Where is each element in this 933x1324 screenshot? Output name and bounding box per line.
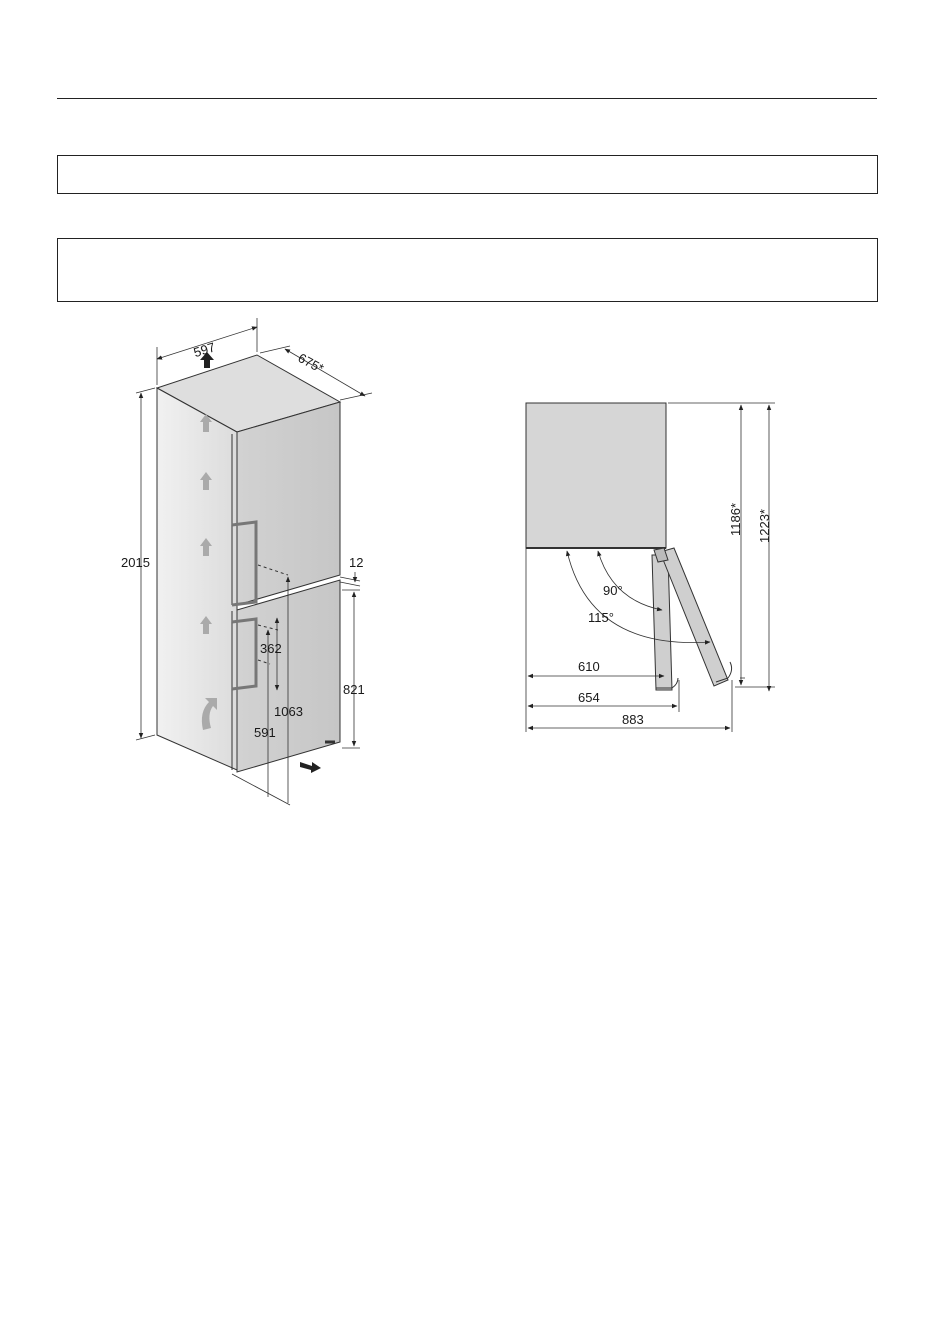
handle-lower-label: 591 [254,725,276,740]
angle-90-label: 90° [603,583,623,598]
gap-label: 12 [349,555,364,570]
width-label: 597 [191,339,217,361]
height-label: 2015 [121,555,150,570]
handle-upper-label: 1063 [274,704,303,719]
handle-span-label: 362 [260,641,282,656]
bottom-vent-arrow [300,762,321,773]
fridge-body-top-view [526,403,666,548]
fridge-3d-view [157,352,340,773]
door-opening-view [526,403,732,690]
upper-door [237,402,340,605]
depth-883-label: 883 [622,712,644,727]
lower-door [237,580,340,772]
fridge-side-face [157,388,237,770]
angle-115-label: 115° [588,610,614,625]
lower-height-label: 821 [343,682,365,697]
depth-654-label: 654 [578,690,600,705]
height-1223-label: 1223* [757,509,772,543]
height-1186-label: 1186* [728,502,743,536]
depth-610-label: 610 [578,659,600,674]
depth-label: 675* [295,350,327,376]
